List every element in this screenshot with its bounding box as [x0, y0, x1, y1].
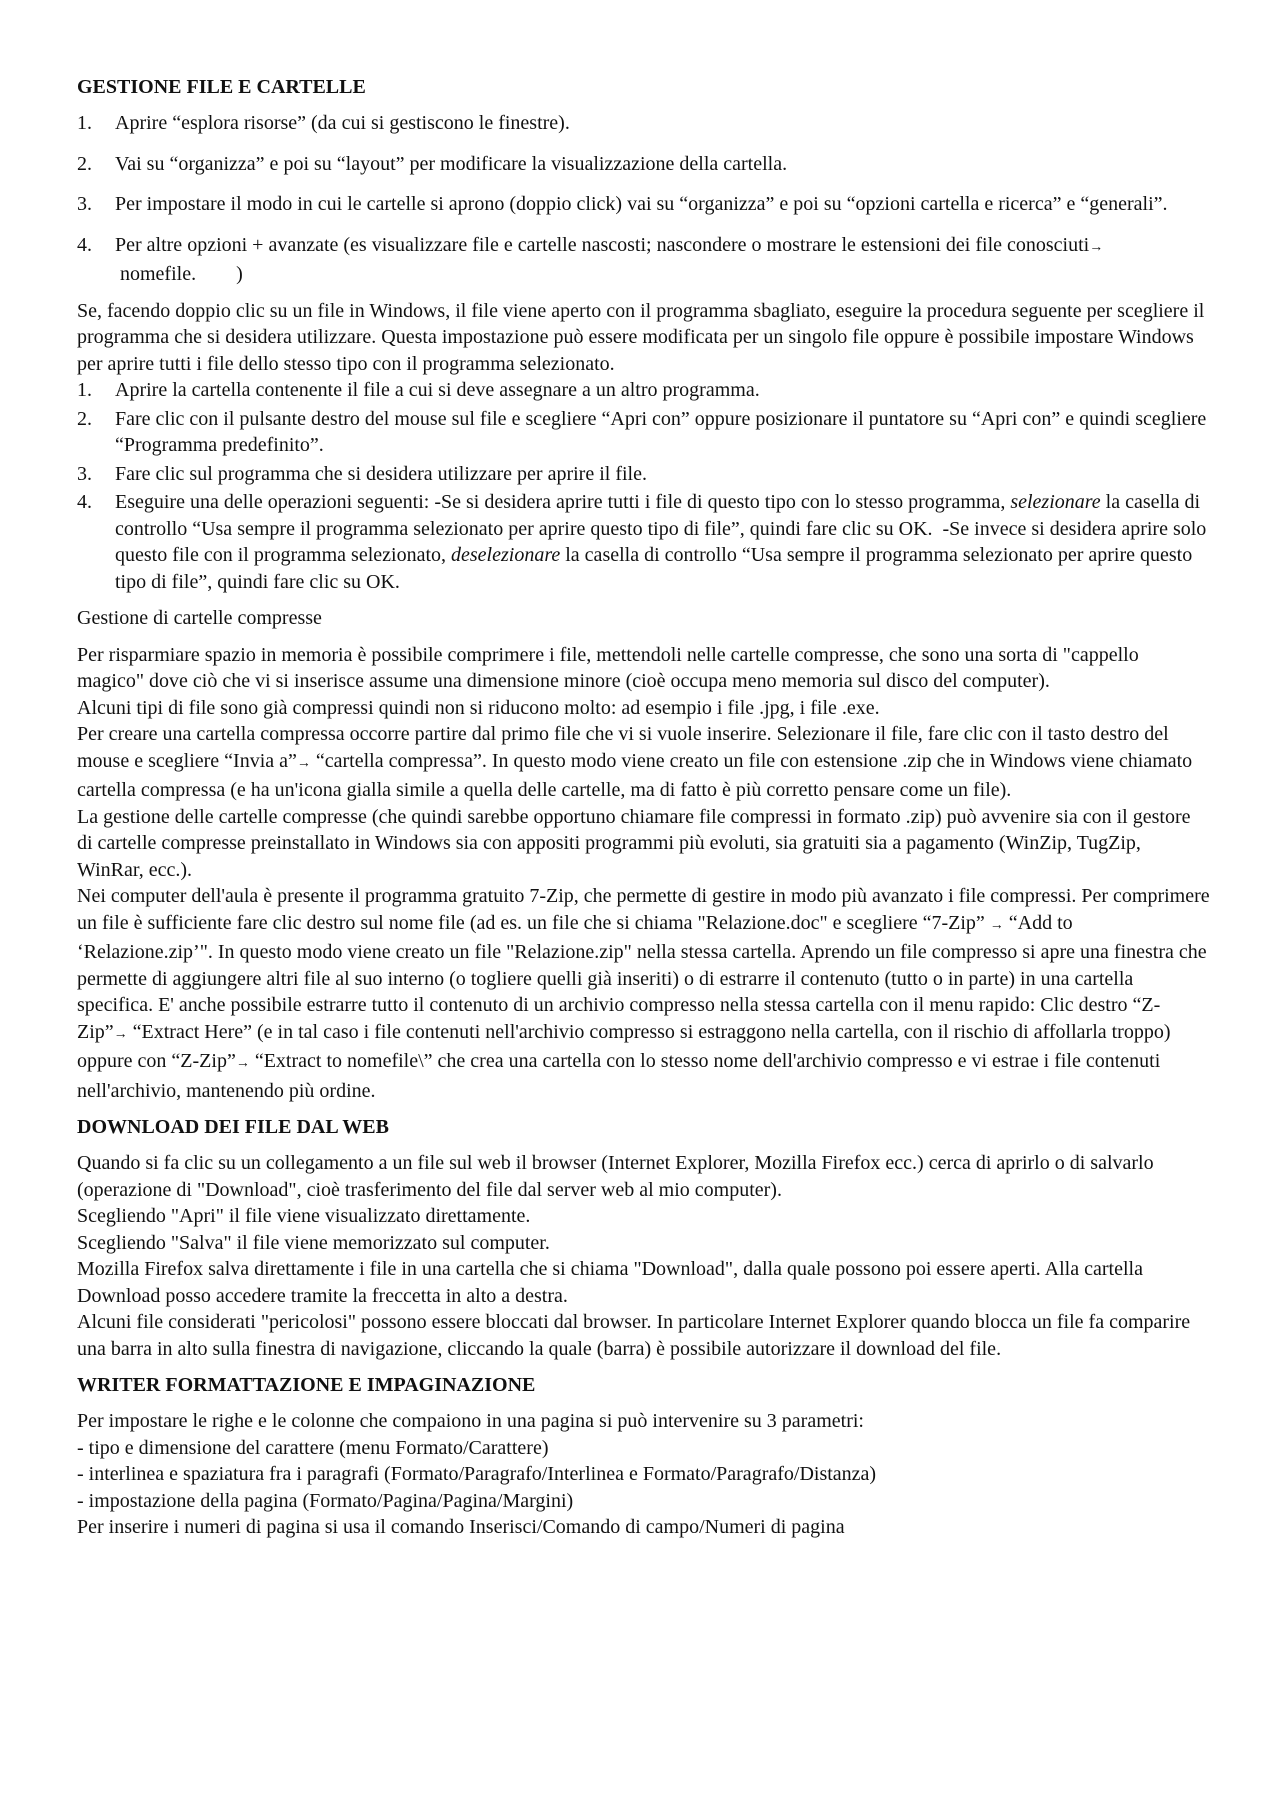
open-with-steps [77, 377, 1210, 595]
paragraph: Per risparmiare spazio in memoria è possibile comprimere i file, mettendoli nelle cartelle compresse, che sono una sorta di "cappello magico" dove ciò che vi si inserisce assume una dimensione minore (cioè occupa meno memoria sul disco del computer). [77, 643, 1139, 692]
paragraph: Quando si fa clic su un collegamento a un file sul web il browser (Internet Explorer, Mozilla Firefox ecc.) cerca di aprirlo o di salvarlo (operazione di "Download", cioè trasferimento del file dal server web al mio computer). [77, 1152, 1154, 1201]
arrow-right-icon: → [113, 1026, 128, 1042]
emphasis-deselezionare: deselezionare [451, 544, 561, 566]
list-item: 2. Vai su “organizza” e poi su “layout” per modificare la visualizzazione della cartella. [77, 152, 788, 175]
arrow-right-icon: → [296, 755, 311, 771]
paragraph: Per creare una cartella compressa occorre partire dal primo file che vi si vuole inserire. Selezionare il file, fare clic con il tasto destro del mouse e scegliere “Invia a”→ “cartella compressa”. In questo modo viene creato un file con estensione .zip che in Windows viene chiamato cartella compressa (e ha un'icona gialla simile a quella delle cartelle, ma di fatto è più corretto pensare come un file). [77, 723, 1193, 801]
section-title-download: DOWNLOAD DEI FILE DAL WEB [77, 1116, 389, 1138]
arrow-right-icon: → [235, 1056, 250, 1071]
paragraph: Per impostare le righe e le colonne che compaiono in una pagina si può intervenire su 3 parametri: [77, 1410, 864, 1432]
list-item-text-end: nomefile. ) [115, 263, 243, 285]
list-item: 1. Aprire “esplora risorse” (da cui si gestiscono le finestre). [77, 112, 570, 134]
arrow-right-icon: → [989, 917, 1004, 933]
paragraph: Alcuni file considerati "pericolosi" possono essere bloccati dal browser. In particolare Internet Explorer quando blocca un file fa comparire una barra in alto sulla finestra di navigazione, cliccando la quale (barra) è possibile autorizzare il download del file. [77, 1311, 1191, 1360]
arrow-right-icon: → [1089, 239, 1104, 255]
list-item-text: Aprire “esplora risorse” (da cui si gestiscono le finestre). [115, 112, 570, 134]
paragraph: Scegliendo "Apri" il file viene visualizzato direttamente. [77, 1205, 531, 1227]
list-item-text: Fare clic con il pulsante destro del mouse sul file e scegliere “Apri con” oppure posizionare il puntatore su “Apri con” e quindi scegliere “Programma predefinito”. [115, 407, 1207, 456]
intro-paragraph: Se, facendo doppio clic su un file in Windows, il file viene aperto con il programma sbagliato, eseguire la procedura seguente per scegliere il programma che si desidera utilizzare. Questa impostazione può essere modificata per un singolo file oppure è possibile impostare Windows per aprire tutti i file dello stesso tipo con il programma selezionato. [77, 299, 1205, 375]
list-item: 3. Per impostare il modo in cui le cartelle si aprono (doppio click) vai su “organizza” e poi su “opzioni cartella e ricerca” e “generali”. [77, 193, 1168, 215]
list-item: 4. Per altre opzioni + avanzate (es visualizzare file e cartelle nascosti; nascondere o mostrare le estensioni dei file conosciuti→ nomefile. ) [77, 233, 1104, 285]
list-item-text: Per altre opzioni + avanzate (es visualizzare file e cartelle nascosti; nascondere o mostrare le estensioni dei file conosciuti [115, 233, 1090, 256]
list-item: 3. Fare clic sul programma che si desidera utilizzare per aprire il file. [77, 462, 647, 485]
paragraph: Nei computer dell'aula è presente il programma gratuito 7-Zip, che permette di gestire in modo più avanzato i file compressi. Per comprimere un file è sufficiente fare clic destro sul nome file (ad es. un file che si chiama "Relazione.doc" e scegliere “7-Zip” → “Add to ‘Relazione.zip’". In questo modo viene creato un file "Relazione.zip" nella stessa cartella. Aprendo un file compresso si apre una finestra che permette di aggiungere altri file al suo interno (o togliere quelli già inseriti) o di estrarre il contenuto (tutto o in parte) in una cartella specifica. E' anche possibile estrarre tutto il contenuto di un archivio compresso nella stessa cartella con il menu rapido: Clic destro “Z-Zip”→ “Extract Here” (e in tal caso i file contenuti nell'archivio compresso si estraggono nella cartella, con il rischio di affollarla troppo) oppure con “Z-Zip”→ “Extract to nomefile\” che crea una cartella con lo stesso nome dell'archivio compresso e vi estrae i file contenuti nell'archivio, mantenendo più ordine. [77, 885, 1215, 1102]
section-title-writer: WRITER FORMATTAZIONE E IMPAGINAZIONE [77, 1374, 536, 1396]
paragraph: - tipo e dimensione del carattere (menu Formato/Carattere) [77, 1436, 549, 1459]
list-item-text: Per impostare il modo in cui le cartelle si aprono (doppio click) vai su “organizza” e poi su “opzioni cartella e ricerca” e “generali”. [115, 193, 1168, 215]
emphasis-selezionare: selezionare [1010, 491, 1101, 513]
section-title-gestione-file: GESTIONE FILE E CARTELLE [77, 76, 366, 98]
list-item: 1. Aprire la cartella contenente il file a cui si deve assegnare a un altro programma. [77, 379, 760, 401]
list-item-text: Fare clic sul programma che si desidera utilizzare per aprire il file. [115, 462, 647, 485]
section-title-cartelle-compresse: Gestione di cartelle compresse [77, 607, 322, 629]
file-management-list [77, 110, 1210, 288]
list-item-text: Aprire la cartella contenente il file a cui si deve assegnare a un altro programma. [115, 379, 760, 401]
paragraph: Scegliendo "Salva" il file viene memorizzato sul computer. [77, 1231, 550, 1254]
list-item: 4. Eseguire una delle operazioni seguenti: -Se si desidera aprire tutti i file di questo tipo con lo stesso programma, selezionare la casella di controllo “Usa sempre il programma selezionato per aprire questo tipo di file”, quindi fare clic su OK. -Se invece si desidera aprire solo questo file con il programma selezionato, deselezionare la casella di controllo “Usa sempre il programma selezionato per aprire questo tipo di file”, quindi fare clic su OK. [77, 491, 1212, 593]
paragraph: Per inserire i numeri di pagina si usa il comando Inserisci/Comando di campo/Numeri di pagina [77, 1516, 845, 1538]
paragraph: - interlinea e spaziatura fra i paragrafi (Formato/Paragrafo/Interlinea e Formato/Paragrafo/Distanza) [77, 1463, 877, 1485]
paragraph: Alcuni tipi di file sono già compressi quindi non si riducono molto: ad esempio i file .jpg, i file .exe. [77, 696, 880, 719]
paragraph: - impostazione della pagina (Formato/Pagina/Pagina/Margini) [77, 1489, 574, 1512]
list-item-text: Vai su “organizza” e poi su “layout” per modificare la visualizzazione della cartella. [115, 152, 788, 175]
paragraph: Mozilla Firefox salva direttamente i file in una cartella che si chiama "Download", dalla quale possono poi essere aperti. Alla cartella Download posso accedere tramite la freccetta in alto a destra. [77, 1258, 1143, 1307]
list-item: 2. Fare clic con il pulsante destro del mouse sul file e scegliere “Apri con” oppure posizionare il puntatore su “Apri con” e quindi scegliere “Programma predefinito”. [77, 407, 1207, 456]
paragraph: La gestione delle cartelle compresse (che quindi sarebbe opportuno chiamare file compressi in formato .zip) può avvenire sia con il gestore di cartelle compresse preinstallato in Windows sia con appositi programmi più evoluti, sia gratuiti sia a pagamento (WinZip, TugZip, WinRar, ecc.). [77, 805, 1191, 881]
